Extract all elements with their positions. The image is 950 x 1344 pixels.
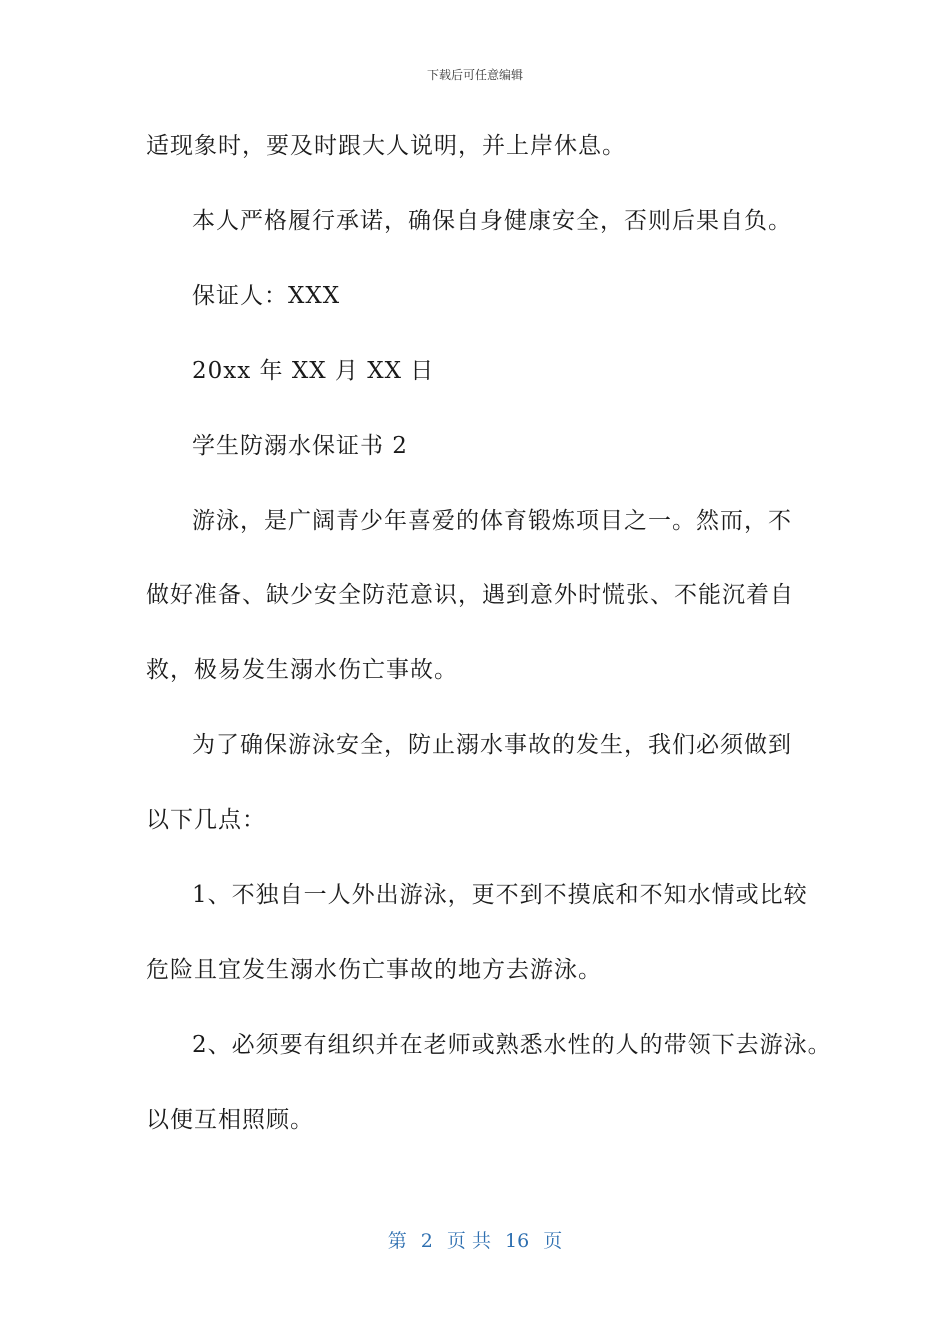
guarantor-line: 保证人：XXX [192, 283, 341, 309]
list-item-2-line-2: 以便互相照顾。 [146, 1107, 314, 1133]
text-line-6: 游泳，是广阔青少年喜爱的体育锻炼项目之一。然而，不 [192, 508, 792, 534]
footer-suffix: 页 [543, 1230, 563, 1252]
page-header: 下载后可任意编辑 [426, 68, 523, 82]
text-line-1: 适现象时，要及时跟大人说明，并上岸休息。 [146, 133, 626, 159]
list-item-1-line-1: 1、不独自一人外出游泳，更不到不摸底和不知水情或比较 [192, 882, 808, 908]
text-line-8: 救，极易发生溺水伤亡事故。 [146, 657, 458, 683]
list-item-1-line-2: 危险且宜发生溺水伤亡事故的地方去游泳。 [146, 957, 602, 983]
current-page-number: 2 [420, 1230, 433, 1252]
footer-prefix: 第 [387, 1230, 407, 1252]
date-line: 20xx 年 XX 月 XX 日 [192, 358, 435, 384]
text-line-9: 为了确保游泳安全，防止溺水事故的发生，我们必须做到 [192, 732, 792, 758]
list-item-2-line-1: 2、必须要有组织并在老师或熟悉水性的人的带领下去游泳。 [192, 1032, 832, 1058]
total-pages-number: 16 [505, 1230, 530, 1252]
text-line-7: 做好准备、缺少安全防范意识，遇到意外时慌张、不能沉着自 [146, 582, 794, 608]
page-footer [0, 1226, 950, 1253]
text-line-10: 以下几点： [146, 807, 266, 833]
text-line-2: 本人严格履行承诺，确保自身健康安全，否则后果自负。 [192, 208, 792, 234]
section-title: 学生防溺水保证书 2 [192, 433, 408, 459]
footer-middle: 页 共 [446, 1230, 491, 1252]
